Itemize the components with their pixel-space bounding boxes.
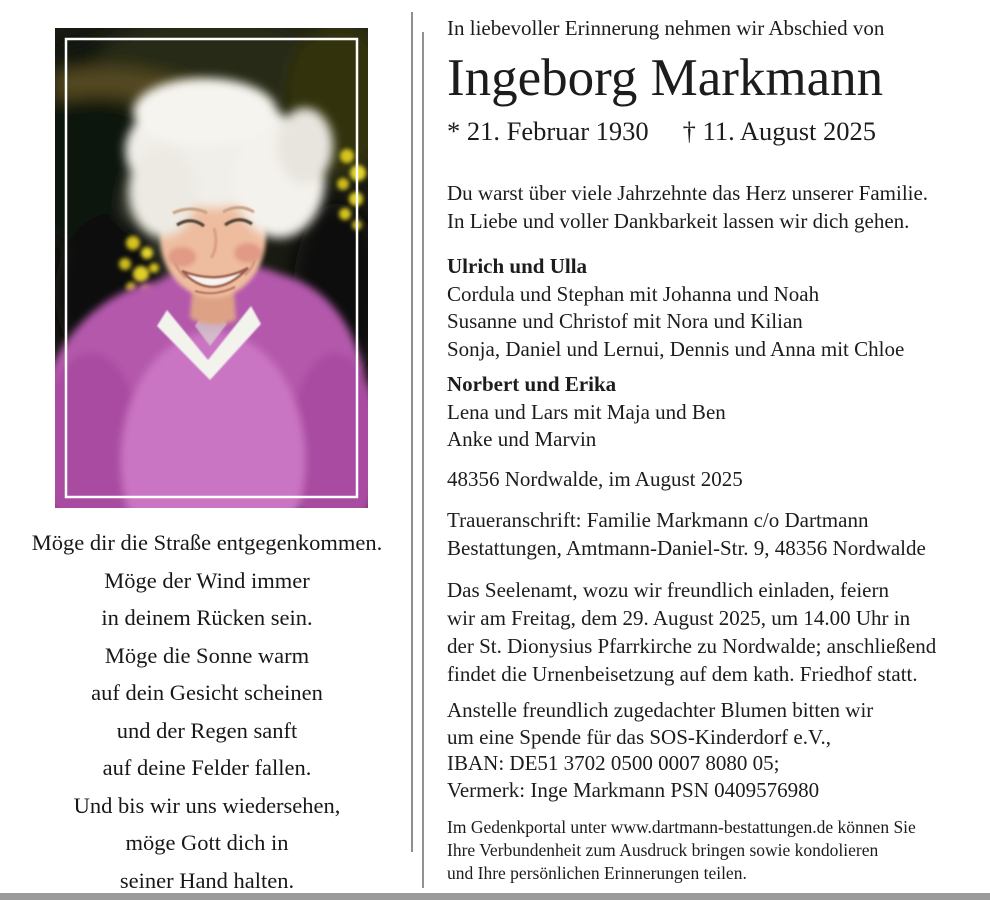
memorial-line: Ihre Verbundenheit zum Ausdruck bringen sowie kondolieren — [447, 840, 879, 860]
poem-line: und der Regen sanft — [116, 717, 298, 743]
poem-line: Möge der Wind immer — [104, 567, 310, 593]
poem-line: auf dein Gesicht scheinen — [91, 680, 323, 705]
poem-line: Und bis wir uns wiedersehen, — [73, 792, 341, 818]
family-member-line: Susanne und Christof mit Nora und Kilian — [447, 309, 803, 333]
life-dates — [447, 114, 974, 148]
family-group-head: Ulrich und Ulla — [447, 254, 588, 278]
portrait-illustration — [55, 28, 368, 508]
service-line: wir am Freitag, dem 29. August 2025, um 14.00 Uhr in — [447, 606, 911, 630]
intro-line: In liebevoller Erinnerung nehmen wir Abschied von — [447, 16, 885, 40]
place-and-date: 48356 Nordwalde, im August 2025 — [447, 466, 743, 491]
donation-line: Anstelle freundlich zugedachter Blumen bitten wir — [447, 698, 874, 722]
deceased-name: Ingeborg Markmann — [447, 49, 884, 107]
portrait-photo — [55, 28, 368, 508]
family-member-line: Cordula und Stephan mit Johanna und Noah — [447, 281, 820, 306]
poem-line: Möge die Sonne warm — [104, 642, 310, 668]
family-member-line: Anke und Marvin — [447, 427, 597, 451]
memorial-portal-note — [447, 816, 974, 885]
vertical-divider-outer — [411, 12, 413, 852]
donation-line: um eine Spende für das SOS-Kinderdorf e.V., — [447, 724, 831, 749]
notice-column — [447, 0, 974, 885]
poem-line: auf deine Felder fallen. — [102, 755, 312, 780]
memorial-line: und Ihre persönlichen Erinnerungen teilen. — [447, 863, 747, 883]
tribute-line: Du warst über viele Jahrzehnte das Herz unserer Familie. — [447, 181, 929, 205]
death-date: † 11. August 2025 — [682, 116, 877, 146]
memorial-poem — [0, 524, 414, 899]
family-member-line: Lena und Lars mit Maja und Ben — [447, 399, 726, 424]
donation-line: Vermerk: Inge Markmann PSN 0409576980 — [447, 777, 820, 802]
tribute-line: In Liebe und voller Dankbarkeit lassen wir dich gehen. — [447, 209, 910, 233]
poem-line: in deinem Rücken sein. — [101, 605, 313, 630]
poem-line: Möge dir die Straße entgegenkommen. — [31, 530, 383, 555]
service-line: der St. Dionysius Pfarrkirche zu Nordwalde; anschließend — [447, 634, 937, 658]
address-line: Traueranschrift: Familie Markmann c/o Dartmann — [447, 508, 869, 532]
service-paragraph — [447, 576, 974, 688]
service-line: Das Seelenamt, wozu wir freundlich einladen, feiern — [447, 578, 889, 602]
tribute-paragraph — [447, 179, 974, 235]
mourning-address — [447, 507, 974, 562]
address-line: Bestattungen, Amtmann-Daniel-Str. 9, 48356 Nordwalde — [447, 535, 926, 560]
bottom-edge-bar — [0, 893, 990, 900]
family-member-line: Sonja, Daniel und Lernui, Dennis und Anna mit Chloe — [447, 336, 905, 361]
vertical-divider-inner — [422, 32, 424, 888]
memorial-line: Im Gedenkportal unter www.dartmann-bestattungen.de können Sie — [447, 817, 916, 837]
service-line: findet die Urnenbeisetzung auf dem kath. Friedhof statt. — [447, 662, 918, 686]
poem-line: möge Gott dich in — [125, 830, 289, 855]
donation-paragraph — [447, 697, 974, 803]
birth-date: * 21. Februar 1930 — [447, 116, 649, 146]
poem-line: seiner Hand halten. — [119, 867, 295, 893]
donation-line: IBAN: DE51 3702 0500 0007 8080 05; — [447, 751, 780, 775]
family-group-head: Norbert und Erika — [447, 372, 617, 396]
